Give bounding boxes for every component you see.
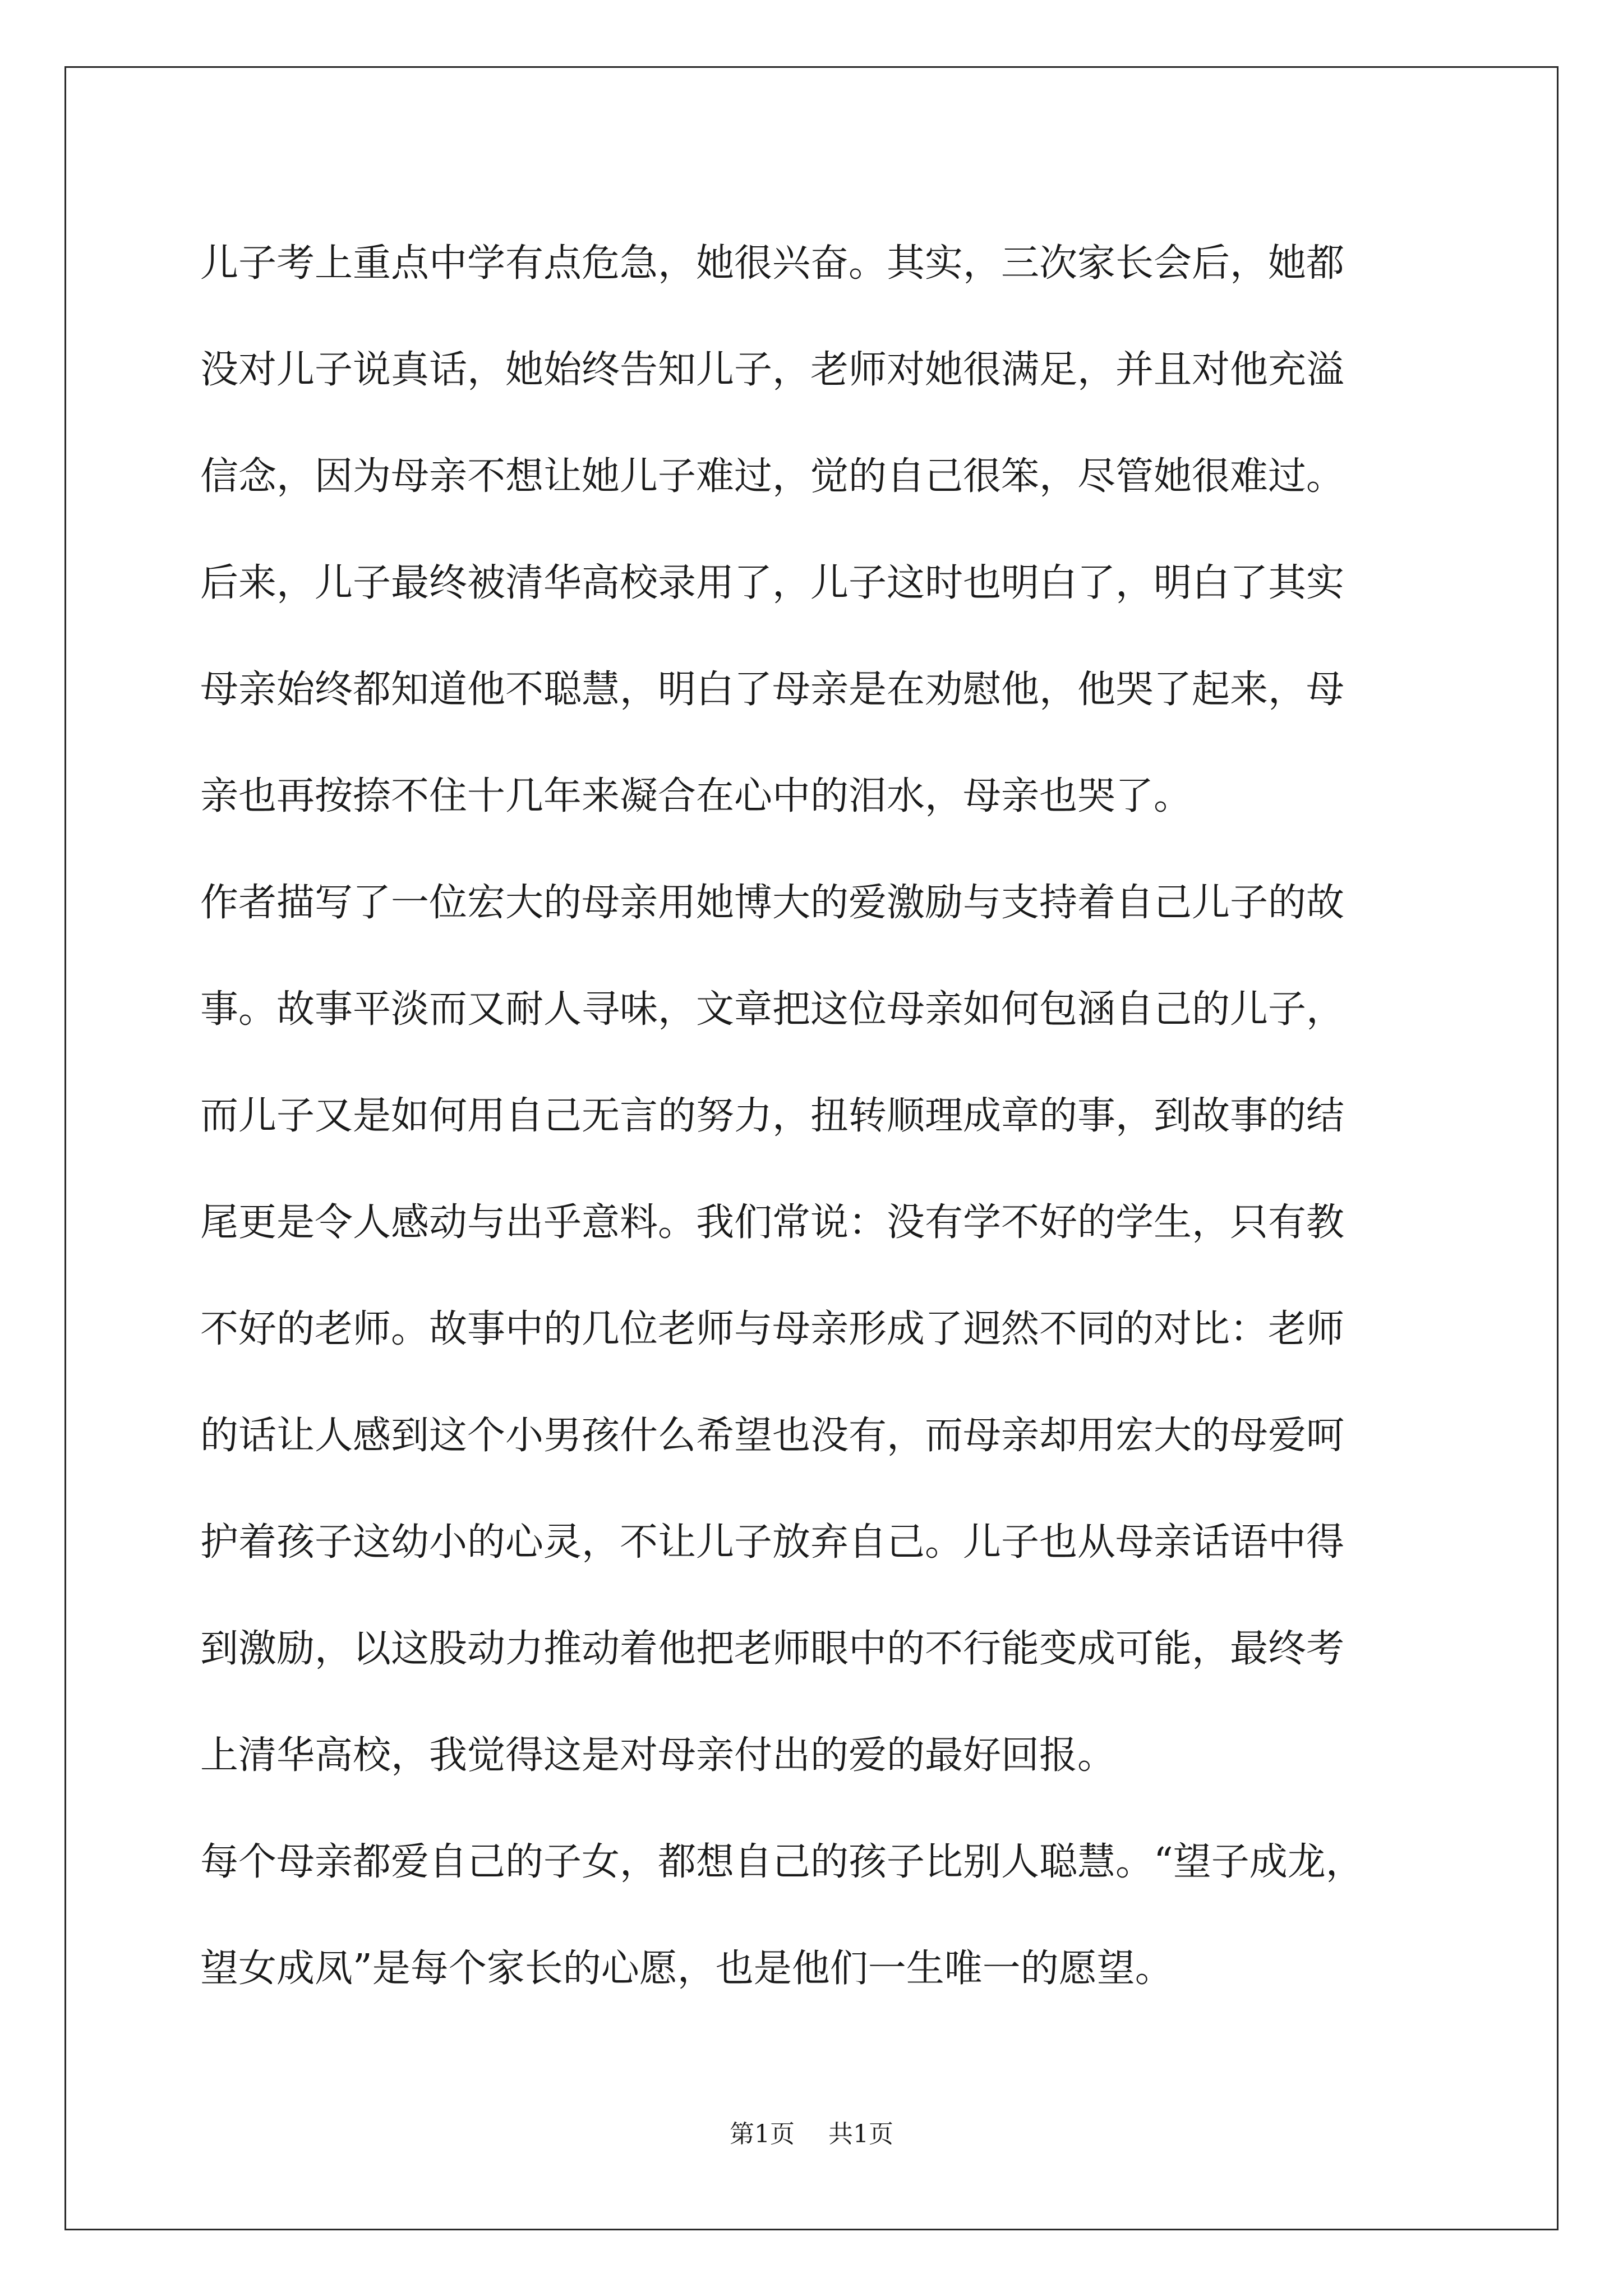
text-line: 望女成凤”是每个家长的心愿，也是他们一生唯一的愿望。 (200, 1947, 1173, 1991)
paragraph-1 (200, 210, 1434, 850)
text-line: 作者描写了一位宏大的母亲用她博大的爱激励与支持着自己儿子的故 (200, 881, 1345, 925)
text-line: 每个母亲都爱自己的子女，都想自己的孩子比别人聪慧。“望子成龙， (200, 1840, 1364, 1884)
text-line: 护着孩子这幼小的心灵，不让儿子放弃自己。儿子也从母亲话语中得 (200, 1520, 1345, 1565)
page-footer (0, 2114, 1623, 2150)
page-total: 共1页 (828, 2120, 893, 2148)
text-line: 不好的老师。故事中的几位老师与母亲形成了迥然不同的对比：老师 (200, 1307, 1345, 1351)
text-line: 上清华高校，我觉得这是对母亲付出的爱的最好回报。 (200, 1733, 1116, 1778)
text-line: 事。故事平淡而又耐人寻味，文章把这位母亲如何包涵自己的儿子， (200, 987, 1345, 1032)
text-line: 后来，儿子最终被清华高校录用了，儿子这时也明白了，明白了其实 (200, 561, 1345, 605)
text-line: 没对儿子说真话，她始终告知儿子，老师对她很满足，并且对他充溢 (200, 348, 1345, 392)
text-line: 到激励，以这股动力推动着他把老师眼中的不行能变成可能，最终考 (200, 1627, 1345, 1671)
text-line: 尾更是令人感动与出乎意料。我们常说：没有学不好的学生，只有教 (200, 1200, 1345, 1245)
paragraph-2 (200, 850, 1434, 1809)
text-line: 母亲始终都知道他不聪慧，明白了母亲是在劝慰他，他哭了起来，母 (200, 668, 1345, 712)
text-line: 的话让人感到这个小男孩什么希望也没有，而母亲却用宏大的母爱呵 (200, 1414, 1345, 1458)
document-body (200, 210, 1434, 2022)
text-line: 亲也再按捺不住十几年来凝合在心中的泪水，母亲也哭了。 (200, 774, 1192, 818)
text-line: 信念，因为母亲不想让她儿子难过，觉的自己很笨，尽管她很难过。 (200, 454, 1345, 499)
text-line: 而儿子又是如何用自己无言的努力，扭转顺理成章的事，到故事的结 (200, 1094, 1345, 1138)
page-number: 第1页 (730, 2120, 795, 2148)
paragraph-3 (200, 1809, 1434, 2022)
text-line: 儿子考上重点中学有点危急，她很兴奋。其实，三次家长会后，她都 (200, 241, 1345, 286)
